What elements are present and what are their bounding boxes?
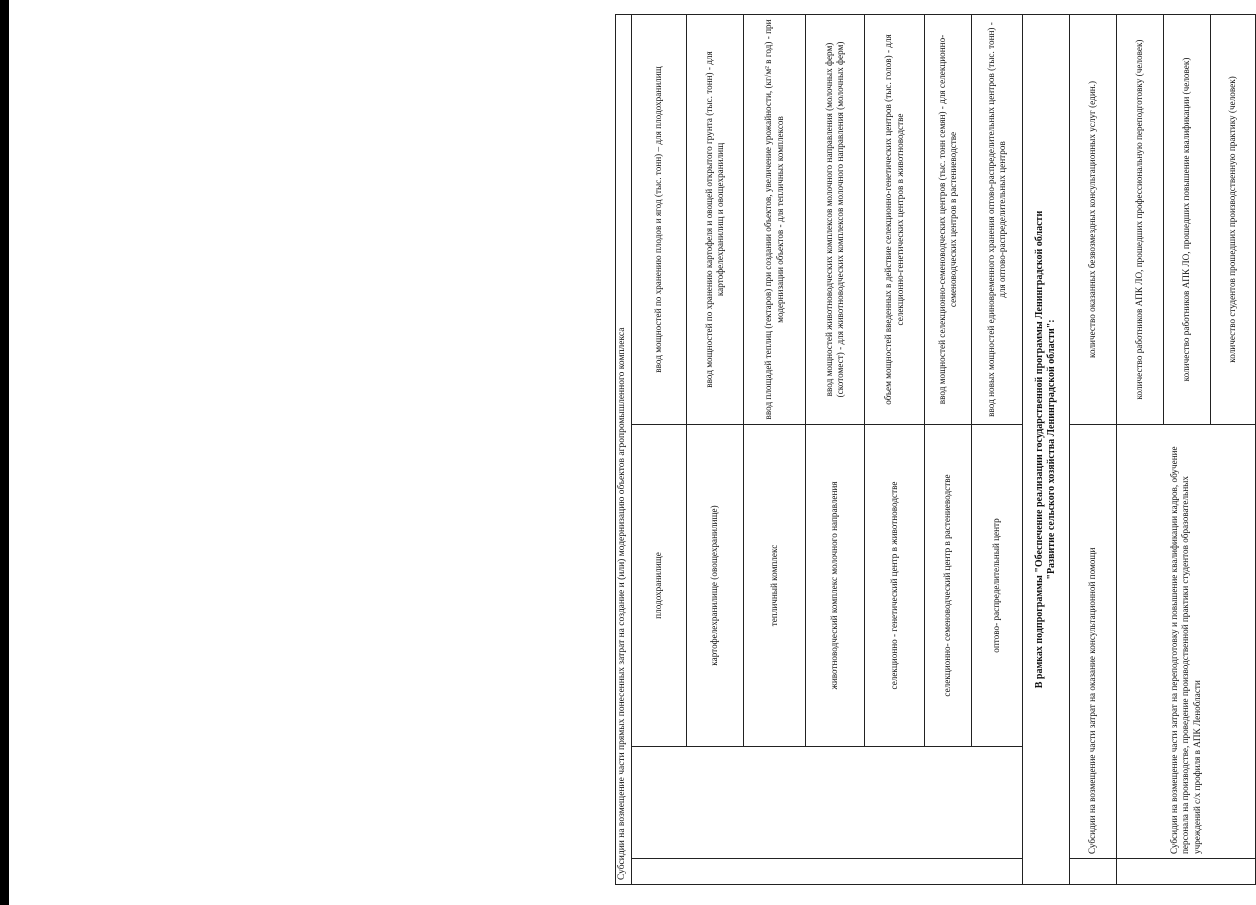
object-cell: картофелехранилище (овощехранилище): [687, 425, 744, 747]
indicator-cell: объем мощностей введенных в действие селекционно-генетических центров (тыс. голов) - для селекционно-генетических центров в животноводстве: [865, 14, 925, 424]
indicator-cell: ввод новых мощностей единовременного хранения оптово-распределительных центров (тыс. тонн) - для оптово-распределительных центров: [972, 14, 1023, 424]
indicator-cell: ввод площадей теплиц (гектаров) при создании объектов, увеличение урожайности, (кг/м² в год) - при модернизации объектов - для тепличных комплексов: [744, 14, 806, 424]
object-cell: животноводческий комплекс молочного направления: [806, 425, 865, 747]
indicator-cell: количество оказанных безвозмездных консультационных услуг (един.): [1070, 14, 1117, 424]
object-cell: селекционно- семеноводческий центр в растениеводстве: [925, 425, 972, 747]
table-row: [1070, 14, 1117, 884]
object-cell: селекционно - генетический центр в животноводстве: [865, 425, 925, 747]
object-cell: оптово- распределительный центр: [972, 425, 1023, 747]
table-row: [1117, 14, 1164, 884]
table-row: [632, 14, 687, 884]
table-header-row: [616, 14, 632, 884]
indicator-cell: ввод мощностей по хранению картофеля и овощей открытого грунта (тыс. тонн) - для картофелехранилищ и овощехранилищ: [687, 14, 744, 424]
section-title-line-2: "Развитие сельского хозяйства Ленинградской области":: [1046, 319, 1057, 580]
indicator-cell: ввод мощностей по хранению плодов и ягод (тыс. тонн) – для плодохранилищ: [632, 14, 687, 424]
object-cell: Субсидии на возмещение части затрат на переподготовку и повышение квалификации кадров, обучение персонала на производстве, проведение производственной практики студентов образовательных учреждений с/х профиля в АПК Ленобласти: [1117, 425, 1256, 859]
empty-cell: [632, 859, 1023, 885]
section-row: [1023, 14, 1070, 884]
header-title: Субсидии на возмещение части прямых понесенных затрат на создание и (или) модернизацию объектов агропромышленного комплекса: [616, 14, 632, 884]
empty-cell: [1070, 859, 1117, 885]
object-cell: тепличный комплекс: [744, 425, 806, 747]
scan-edge-bar: [0, 0, 9, 905]
object-cell: Субсидии на возмещение части затрат на оказание консультационной помощи: [1070, 425, 1117, 859]
empty-cell: [1117, 859, 1256, 885]
rotated-page: [615, 15, 1238, 885]
indicator-cell: количество работников АПК ЛО, прошедших профессиональную переподготовку (человек): [1117, 14, 1164, 424]
subsidy-table: [615, 14, 1256, 885]
indicator-cell: количество студентов прошедших производственную практику (человек): [1211, 14, 1256, 424]
indicator-cell: ввод мощностей животноводческих комплексов молочного направления (молочных ферм) (скотомест) - для животноводческих комплексов молочного направления (молочных ферм): [806, 14, 865, 424]
section-title: [1023, 14, 1070, 884]
indicator-cell: ввод мощностей селекционно-семеноводческих центров (тыс. тонн семян) - для селекционно-семеноводческих центров в растениеводстве: [925, 14, 972, 424]
indicator-cell: количество работников АПК ЛО, прошедших повышение квалификации (человек): [1164, 14, 1211, 424]
object-cell: плодохранилище: [632, 425, 687, 747]
empty-cell: [632, 747, 1023, 859]
section-title-line-1: В рамках подпрограммы "Обеспечение реализации государственной программы Ленинградской области: [1034, 210, 1045, 689]
